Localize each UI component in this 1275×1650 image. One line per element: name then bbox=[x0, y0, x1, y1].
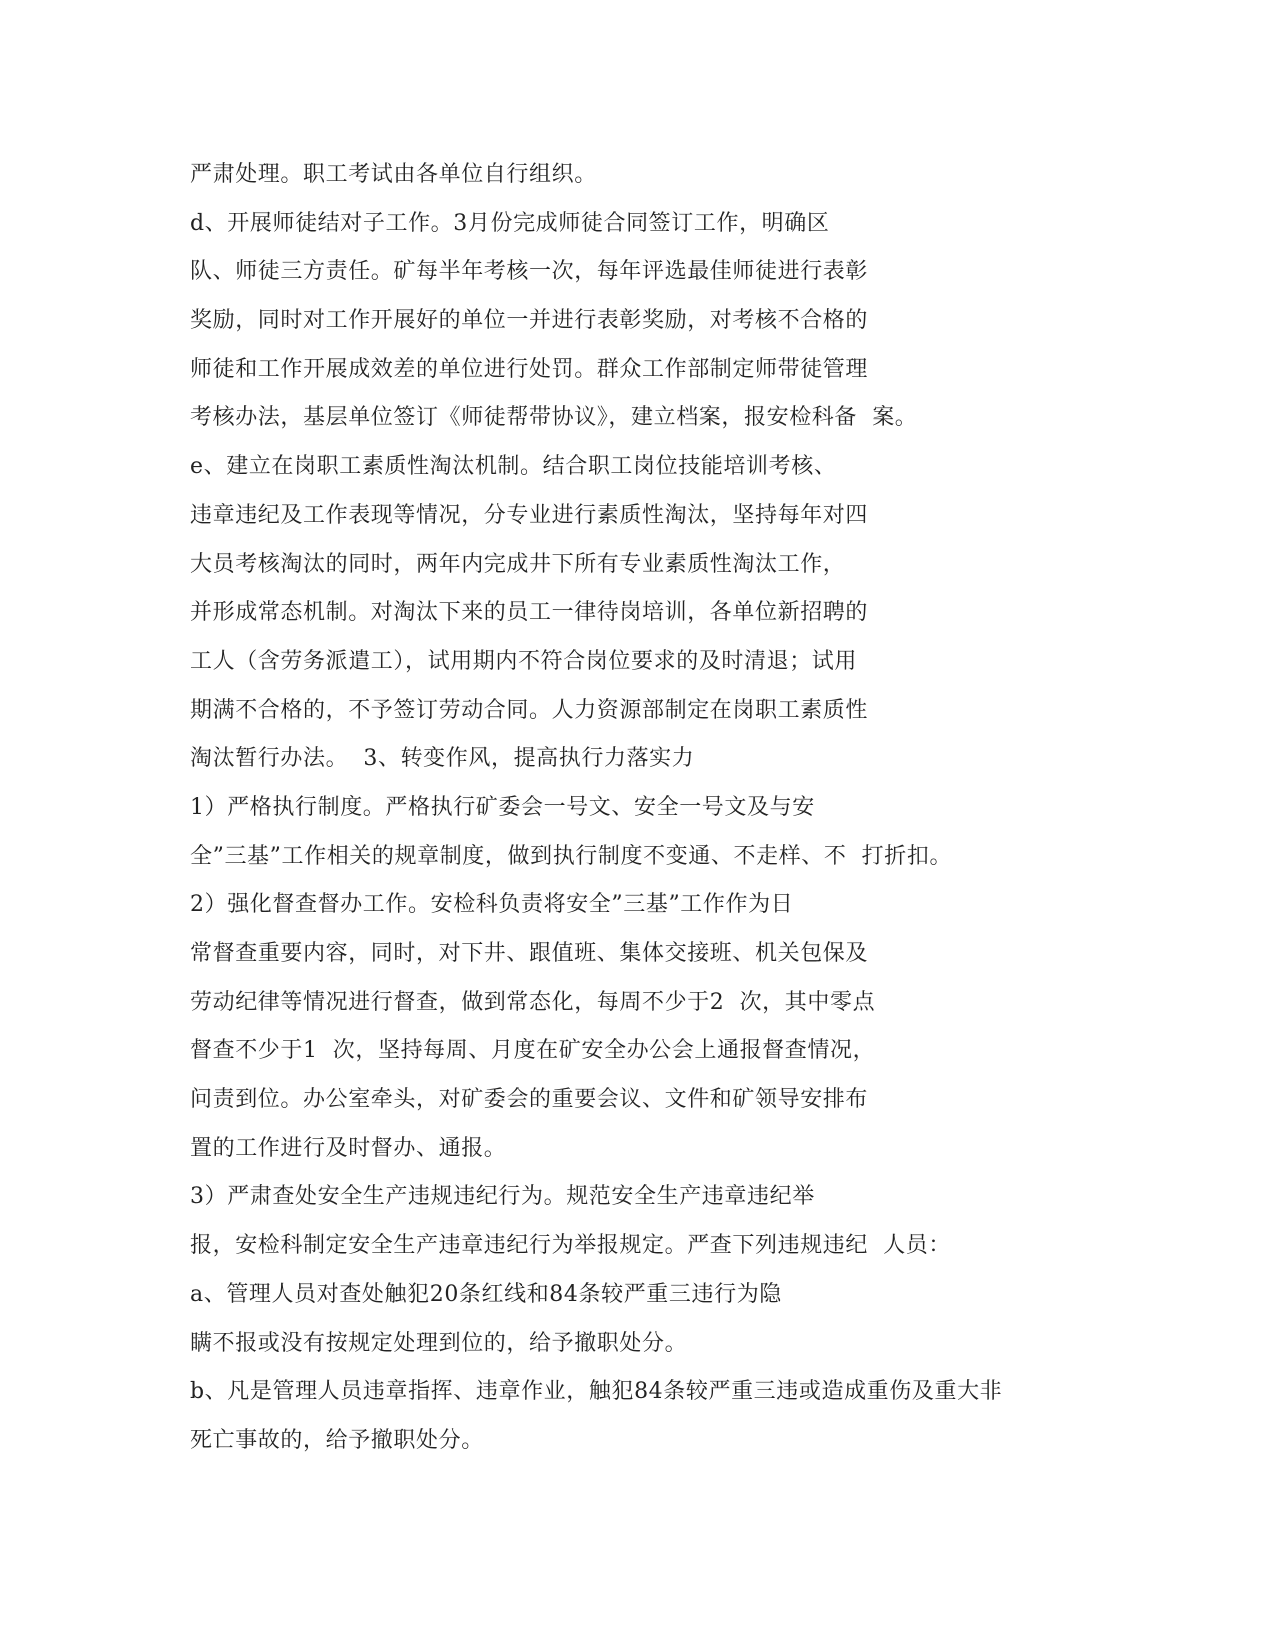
text-line: 全”三基”工作相关的规章制度，做到执行制度不变通、不走样、不 打折扣。 bbox=[190, 843, 953, 869]
text-line: b、凡是管理人员违章指挥、违章作业，触犯84条较严重三违或造成重伤及重大非 bbox=[190, 1379, 1003, 1405]
text-line: 期满不合格的，不予签订劳动合同。人力资源部制定在岗职工素质性 bbox=[190, 697, 869, 723]
text-line: 考核办法，基层单位签订《师徒帮带协议》，建立档案，报安检科备 案。 bbox=[190, 405, 918, 431]
text-line: 队、师徒三方责任。矿每半年考核一次，每年评选最佳师徒进行表彰 bbox=[190, 259, 869, 285]
text-line: 死亡事故的，给予撤职处分。 bbox=[190, 1427, 484, 1453]
text-line: 1）严格执行制度。严格执行矿委会一号文、安全一号文及与安 bbox=[190, 794, 815, 820]
text-line: 劳动纪律等情况进行督查，做到常态化，每周不少于2 次，其中零点 bbox=[190, 989, 876, 1015]
text-line: 违章违纪及工作表现等情况，分专业进行素质性淘汰，坚持每年对四 bbox=[190, 502, 869, 528]
text-line: 奖励，同时对工作开展好的单位一并进行表彰奖励，对考核不合格的 bbox=[190, 308, 869, 334]
text-line: 报，安检科制定安全生产违章违纪行为举报规定。严查下列违规违纪 人员： bbox=[190, 1233, 951, 1259]
text-line: d、开展师徒结对子工作。3月份完成师徒合同签订工作，明确区 bbox=[190, 210, 830, 236]
text-line: 大员考核淘汰的同时，两年内完成井下所有专业素质性淘汰工作， bbox=[190, 551, 846, 577]
text-line: 督查不少于1 次，坚持每周、月度在矿安全办公会上通报督查情况， bbox=[190, 1038, 876, 1064]
text-line: 3）严肃查处安全生产违规违纪行为。规范安全生产违章违纪举 bbox=[190, 1184, 815, 1210]
text-line: 常督查重要内容，同时，对下井、跟值班、集体交接班、机关包保及 bbox=[190, 941, 869, 966]
text-line: 师徒和工作开展成效差的单位进行处罚。群众工作部制定师带徒管理 bbox=[190, 356, 869, 382]
text-line: 瞒不报或没有按规定处理到位的，给予撤职处分。 bbox=[190, 1330, 688, 1356]
text-line: a、管理人员对查处触犯20条红线和84条较严重三违行为隐 bbox=[190, 1281, 782, 1307]
document-body bbox=[190, 158, 1090, 1473]
text-line: e、建立在岗职工素质性淘汰机制。结合职工岗位技能培训考核、 bbox=[190, 454, 837, 480]
text-line: 问责到位。办公室牵头，对矿委会的重要会议、文件和矿领导安排布 bbox=[190, 1087, 869, 1113]
text-line: 2）强化督查督办工作。安检科负责将安全”三基”工作作为日 bbox=[190, 892, 794, 918]
text-line: 工人（含劳务派遣工），试用期内不符合岗位要求的及时清退；试用 bbox=[190, 648, 858, 674]
text-line: 置的工作进行及时督办、通报。 bbox=[190, 1135, 507, 1161]
text-line: 淘汰暂行办法。 3、转变作风，提高执行力落实力 bbox=[190, 746, 695, 772]
text-line: 严肃处理。职工考试由各单位自行组织。 bbox=[190, 162, 597, 187]
text-line: 并形成常态机制。对淘汰下来的员工一律待岗培训，各单位新招聘的 bbox=[190, 600, 869, 626]
